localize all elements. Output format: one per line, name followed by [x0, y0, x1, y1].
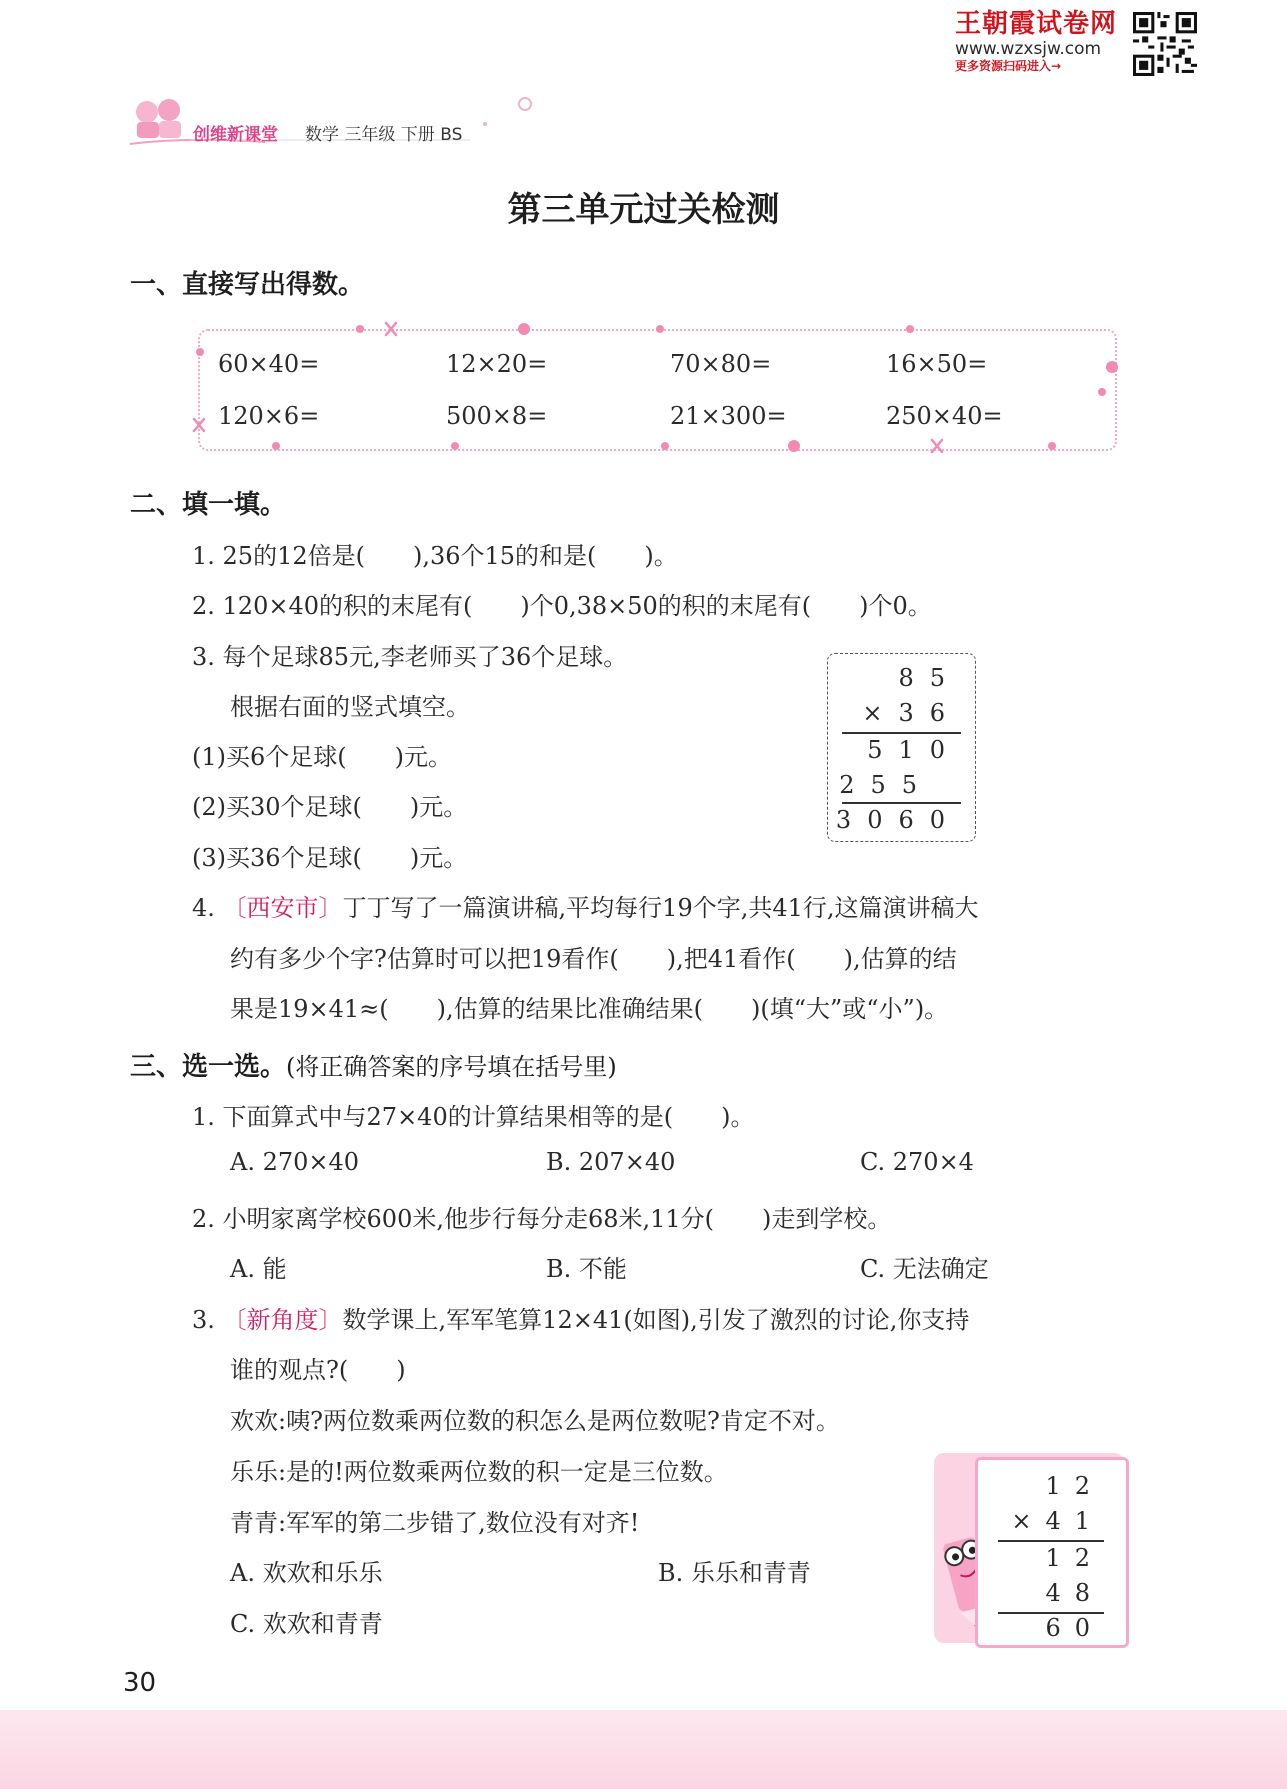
- vertical-multiplication-12x41: [975, 1457, 1129, 1648]
- vertical-row: 60: [1045, 1614, 1104, 1642]
- vertical-row: 12: [1045, 1472, 1104, 1500]
- question-2-3: 3. 每个足球85元,李老师买了36个足球。: [192, 643, 628, 671]
- calc-item: 60×40=: [218, 350, 320, 378]
- calc-item: 500×8=: [446, 402, 548, 430]
- vertical-row: 12: [1045, 1544, 1104, 1572]
- vertical-row: 255: [839, 771, 933, 799]
- option-b[interactable]: B. 207×40: [546, 1148, 676, 1176]
- calc-box-decoration: [190, 320, 1120, 455]
- question-number: 3.: [192, 1306, 215, 1334]
- option-a[interactable]: A. 欢欢和乐乐: [230, 1559, 383, 1587]
- question-3-3-line2: 谁的观点?( ): [230, 1356, 406, 1384]
- question-3-3: [192, 1300, 969, 1335]
- question-2-4-line3: 果是19×41≈( ),估算的结果比准确结果( )(填“大”或“小”)。: [230, 995, 949, 1023]
- qr-code-icon[interactable]: [1133, 12, 1197, 76]
- vertical-divider: [998, 1540, 1104, 1542]
- footer-band: [0, 1710, 1287, 1789]
- brand-url[interactable]: www.wzxsjw.com: [955, 39, 1102, 59]
- question-2-4-line2: 约有多少个字?估算时可以把19看作( ),把41看作( ),估算的结: [230, 945, 957, 973]
- series-name: 创维新课堂: [193, 125, 278, 145]
- calc-item: 70×80=: [670, 350, 772, 378]
- option-c[interactable]: C. 欢欢和青青: [230, 1610, 383, 1638]
- question-3-1: 1. 下面算式中与27×40的计算结果相等的是( )。: [192, 1103, 755, 1131]
- source-tag: 〔西安市〕: [222, 894, 343, 922]
- vertical-row: 48: [1045, 1579, 1104, 1607]
- calc-item: 21×300=: [670, 402, 787, 430]
- option-b[interactable]: B. 不能: [546, 1255, 627, 1283]
- question-2-3-sub2: (2)买30个足球( )元。: [192, 793, 468, 821]
- calc-item: 250×40=: [886, 402, 1003, 430]
- option-c[interactable]: C. 无法确定: [860, 1255, 989, 1283]
- brand-tip: 更多资源扫码进入→: [955, 59, 1062, 73]
- question-2-4: [192, 888, 979, 923]
- dialogue-qingqing: 青青:军军的第二步错了,数位没有对齐!: [230, 1509, 640, 1537]
- calc-item: 16×50=: [886, 350, 988, 378]
- question-2-3-sub3: (3)买36个足球( )元。: [192, 844, 468, 872]
- vertical-divider: [842, 732, 961, 734]
- question-text: 数学课上,军军笔算12×41(如图),引发了激烈的讨论,你支持: [342, 1306, 970, 1334]
- option-a[interactable]: A. 270×40: [230, 1148, 360, 1176]
- question-number: 4.: [192, 894, 215, 922]
- question-text: 丁丁写了一篇演讲稿,平均每行19个字,共41行,这篇演讲稿大: [342, 894, 979, 922]
- page-number: 30: [123, 1668, 157, 1698]
- brand-name: 王朝霞试卷网: [955, 9, 1118, 39]
- vertical-multiplication-85x36: [827, 653, 976, 842]
- section3-title-text: 三、选一选。: [130, 1052, 287, 1082]
- dialogue-lele: 乐乐:是的!两位数乘两位数的积一定是三位数。: [230, 1458, 728, 1486]
- source-tag: 〔新角度〕: [222, 1306, 343, 1334]
- page-title: 第三单元过关检测: [507, 190, 780, 230]
- section3-title: [130, 1046, 617, 1083]
- calc-item: 12×20=: [446, 350, 548, 378]
- section2-title: 二、填一填。: [130, 490, 287, 520]
- question-2-2: 2. 120×40的积的末尾有( )个0,38×50的积的末尾有( )个0。: [192, 592, 932, 620]
- option-b[interactable]: B. 乐乐和青青: [658, 1559, 811, 1587]
- option-c[interactable]: C. 270×4: [860, 1148, 974, 1176]
- vertical-row: ×41: [1011, 1507, 1104, 1535]
- section1-title: 一、直接写出得数。: [130, 270, 365, 300]
- brand-block: [955, 8, 1133, 74]
- vertical-divider: [842, 802, 961, 804]
- question-2-3-instruction: 根据右面的竖式填空。: [230, 693, 470, 721]
- option-a[interactable]: A. 能: [230, 1255, 287, 1283]
- question-3-2: 2. 小明家离学校600米,他步行每分走68米,11分( )走到学校。: [192, 1205, 892, 1233]
- calc-item: 120×6=: [218, 402, 320, 430]
- question-2-3-sub1: (1)买6个足球( )元。: [192, 743, 452, 771]
- vertical-row: 3060: [835, 806, 961, 834]
- section3-title-note: (将正确答案的序号填在括号里): [286, 1053, 617, 1081]
- book-info: 数学 三年级 下册 BS: [305, 125, 463, 145]
- dialogue-huanhuan: 欢欢:咦?两位数乘两位数的积怎么是两位数呢?肯定不对。: [230, 1407, 840, 1435]
- vertical-row: ×36: [862, 699, 961, 727]
- vertical-row: 85: [898, 664, 961, 692]
- vertical-row: 510: [867, 736, 961, 764]
- question-2-1: 1. 25的12倍是( ),36个15的和是( )。: [192, 542, 678, 570]
